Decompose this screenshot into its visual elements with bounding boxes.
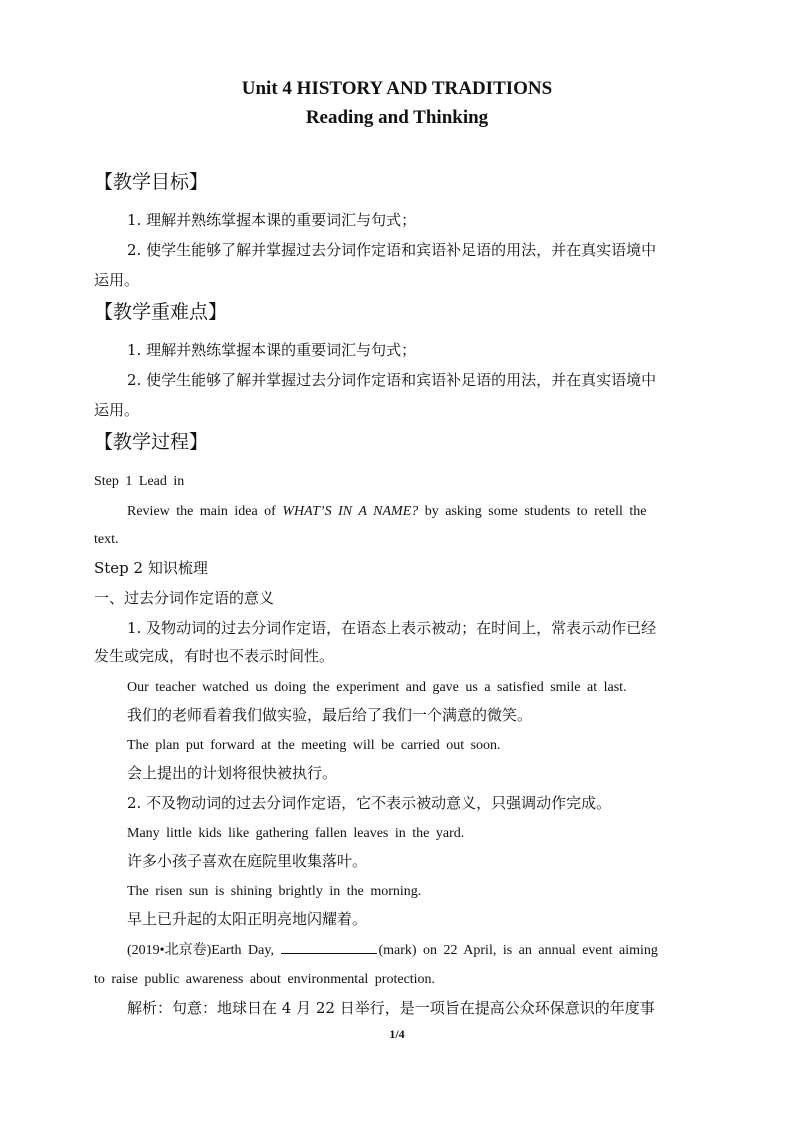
point-2: 2. 不及物动词的过去分词作定语，它不表示被动意义，只强调动作完成。 [127,794,612,812]
review-text-pre: Review the main idea of [127,504,283,519]
example-2-en: The plan put forward at the meeting will be carried out soon. [127,738,501,753]
exam-question-pre: (2019•北京卷)Earth Day, [127,943,281,958]
doc-title: Unit 4 HISTORY AND TRADITIONS [241,78,553,99]
section-heading-objectives: 【教学目标】 [94,171,209,193]
key-point-item-2: 2. 使学生能够了解并掌握过去分词作定语和宾语补足语的用法，并在真实语境中 [127,371,657,389]
example-3-en: Many little kids like gathering fallen leaves in the yard. [127,826,465,841]
step-1-label: Step 1 Lead in [94,474,185,489]
example-1-zh: 我们的老师看着我们做实验，最后给了我们一个满意的微笑。 [127,706,533,724]
doc-subtitle: Reading and Thinking [305,107,489,128]
review-paragraph [127,502,647,522]
section-heading-key-points: 【教学重难点】 [94,301,228,323]
review-text-title: WHAT’S IN A NAME? [282,504,419,519]
review-text-post: by asking some students to retell the [418,504,647,519]
objective-item-2: 2. 使学生能够了解并掌握过去分词作定语和宾语补足语的用法，并在真实语境中 [127,241,657,259]
answer-blank[interactable] [281,941,377,954]
exam-question-cont: to raise public awareness about environmental protection. [94,972,436,987]
example-4-en: The risen sun is shining brightly in the morning. [127,884,422,899]
section-heading-process: 【教学过程】 [94,431,209,453]
exam-question [127,941,658,961]
part-1-heading: 一、过去分词作定语的意义 [94,589,275,607]
page-number: 1/4 [389,1027,405,1041]
analysis-text: 解析：句意：地球日在 4 月 22 日举行，是一项旨在提高公众环保意识的年度事 [127,999,655,1017]
objective-item-2-cont: 运用。 [94,271,140,289]
example-3-zh: 许多小孩子喜欢在庭院里收集落叶。 [127,852,368,870]
review-paragraph-end: text. [94,532,119,547]
example-1-en: Our teacher watched us doing the experiment and gave us a satisfied smile at last. [127,680,627,695]
key-point-item-1: 1. 理解并熟练掌握本课的重要词汇与句式； [127,341,417,359]
exam-question-post: (mark) on 22 April, is an annual event aiming [378,943,658,958]
objective-item-1: 1. 理解并熟练掌握本课的重要词汇与句式； [127,211,417,229]
point-1: 1. 及物动词的过去分词作定语，在语态上表示被动；在时间上，常表示动作已经 [127,619,657,637]
point-1-cont: 发生或完成，有时也不表示时间性。 [94,647,335,665]
step-2-label: Step 2 知识梳理 [94,559,208,577]
key-point-item-2-cont: 运用。 [94,401,140,419]
example-2-zh: 会上提出的计划将很快被执行。 [127,764,338,782]
example-4-zh: 早上已升起的太阳正明亮地闪耀着。 [127,910,368,928]
